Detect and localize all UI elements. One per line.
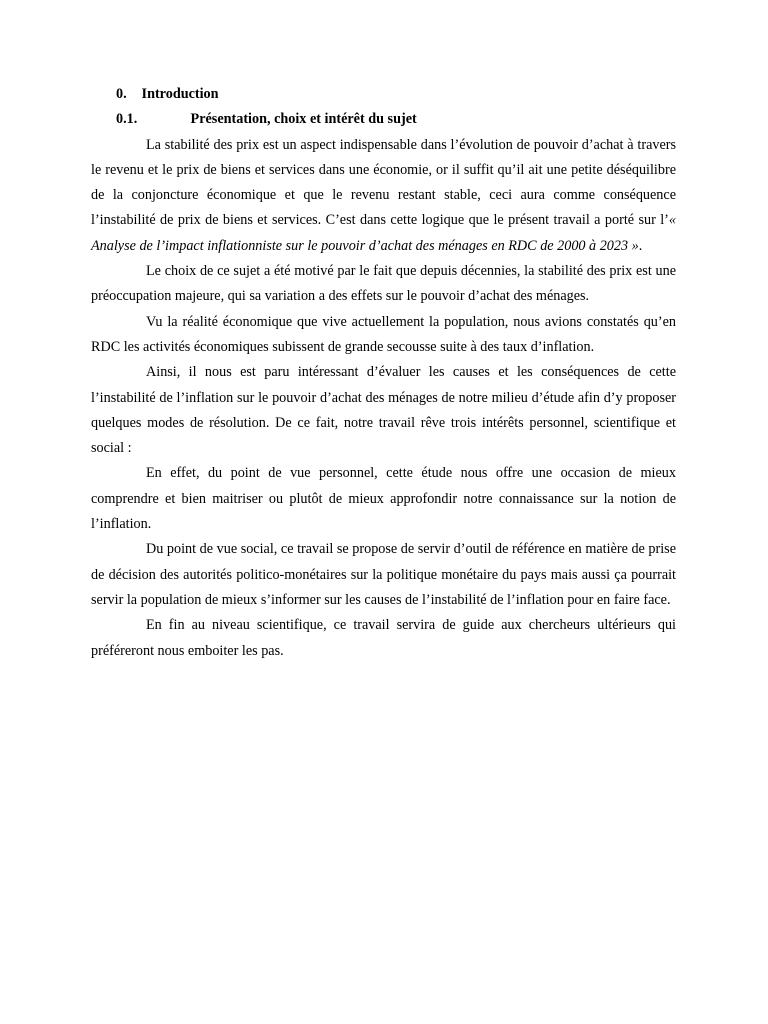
paragraph-interests: Ainsi, il nous est paru intéressant d’évaluer les causes et les conséquences de cette l’instabilité de l’inflation sur le pouvoir d’achat des ménages de notre milieu d’étude afin d’y proposer quelques modes de résolution. De ce fait, notre travail rêve trois intérêts personnel, scientifique et social : xyxy=(91,364,676,457)
subsection-number: 0.1. xyxy=(116,111,138,128)
document-body xyxy=(91,82,676,664)
subsection-title: Présentation, choix et intérêt du sujet xyxy=(190,111,417,128)
section-number: 0. xyxy=(116,86,127,102)
paragraph-personal-interest: En effet, du point de vue personnel, cette étude nous offre une occasion de mieux comprendre et bien maitriser ou plutôt de mieux approfondir notre connaissance sur la notion de l’inflation. xyxy=(91,465,676,533)
paragraph-price-stability xyxy=(91,133,676,259)
thesis-title-italic: « Analyse de l’impact inflationniste sur le pouvoir d’achat des ménages en RDC de 2000 à 2023 » xyxy=(91,212,676,254)
section-title: Introduction xyxy=(141,86,219,102)
paragraph-text-end: . xyxy=(638,237,643,254)
paragraph-text: La stabilité des prix est un aspect indispensable dans l’évolution de pouvoir d’achat à travers le revenu et le prix de biens et services dans une économie, or il suffit qu’il ait une petite déséquilibre de la conjoncture économique et que le revenu restant stable, ceci aura comme conséquence l’instabilité de prix de biens et services. C’est dans cette logique que le présent travail a porté sur l’ xyxy=(91,136,676,229)
paragraph-economic-reality: Vu la réalité économique que vive actuellement la population, nous avions constatés qu’en RDC les activités économiques subissent de grande secousse suite à des taux d’inflation. xyxy=(91,313,676,355)
subsection-heading xyxy=(91,107,676,132)
section-heading xyxy=(91,82,676,107)
paragraph-scientific-interest: En fin au niveau scientifique, ce travail servira de guide aux chercheurs ultérieurs qui préféreront nous emboiter les pas. xyxy=(91,617,676,659)
paragraph-subject-choice: Le choix de ce sujet a été motivé par le fait que depuis décennies, la stabilité des prix est une préoccupation majeure, qui sa variation a des effets sur le pouvoir d’achat des ménages. xyxy=(91,263,676,305)
paragraph-social-interest: Du point de vue social, ce travail se propose de servir d’outil de référence en matière de prise de décision des autorités politico-monétaires sur la politique monétaire du pays mais aussi ça pourrait servir la population de mieux s’informer sur les causes de l’instabilité de l’inflation pour en faire face. xyxy=(91,541,676,608)
